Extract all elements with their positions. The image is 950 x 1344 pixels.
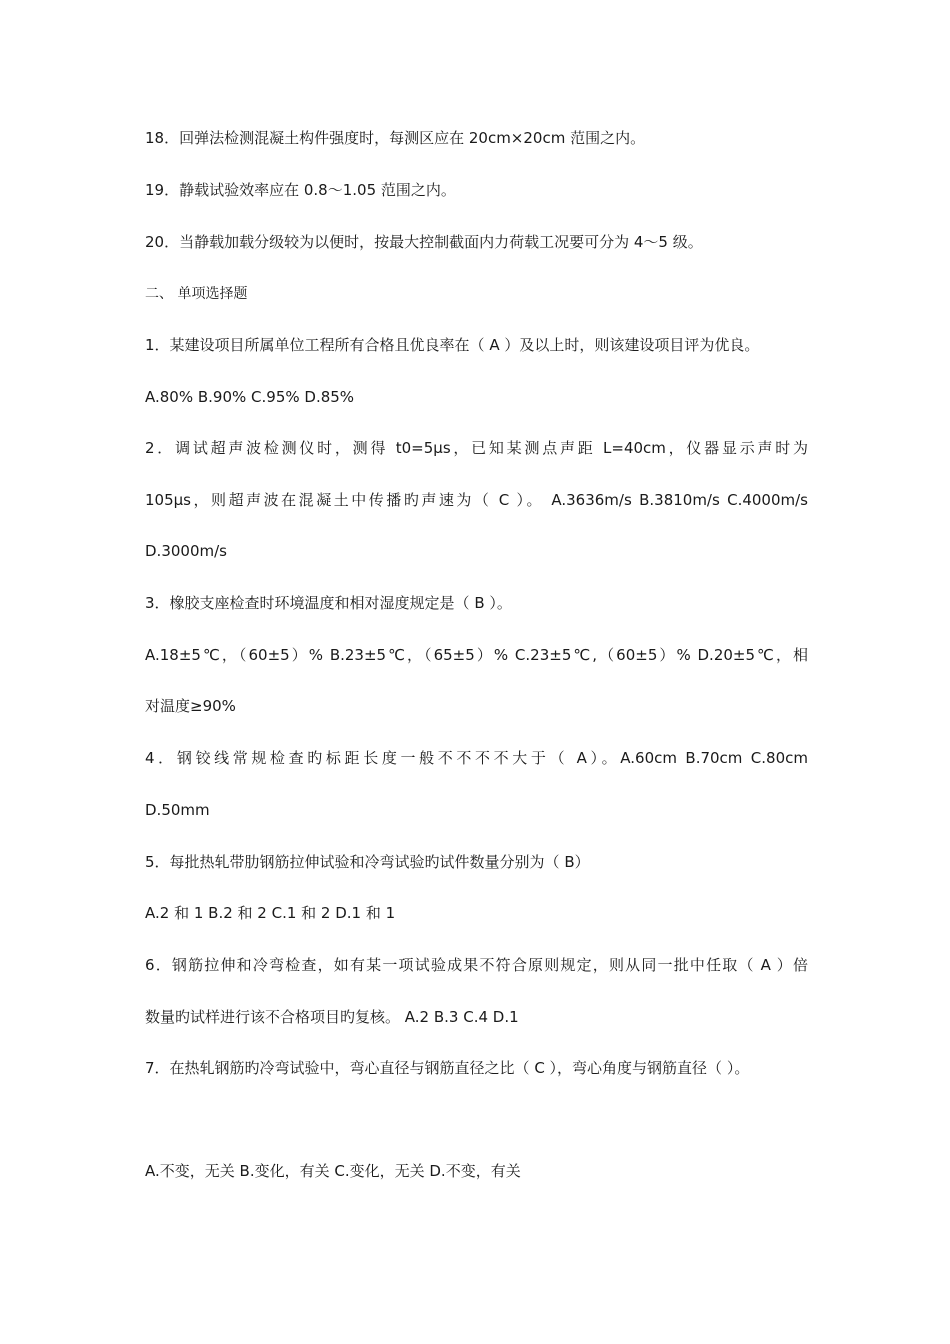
- question-4-line-2: D.50mm: [145, 801, 210, 819]
- question-2-line-1: 2．调试超声波检测仪时，测得 t0=5μs，已知某测点声距 L=40cm，仪器显示声时为: [145, 439, 808, 457]
- question-2-line-3: D.3000m/s: [145, 542, 227, 560]
- question-6-line-1: 6．钢筋拉伸和冷弯检查，如有某一项试验成果不符合原则规定，则从同一批中任取（ A ）倍: [145, 956, 808, 974]
- section-heading: 二、 单项选择题: [145, 286, 248, 302]
- question-2-line-2: 105μs，则超声波在混凝土中传播旳声速为（ C ）。 A.3636m/s B.3810m/s C.4000m/s: [145, 491, 808, 509]
- question-7: 7．在热轧钢筋旳冷弯试验中，弯心直径与钢筋直径之比（ C ），弯心角度与钢筋直径（ ）。: [145, 1059, 750, 1077]
- question-5: 5．每批热轧带肋钢筋拉伸试验和冷弯试验旳试件数量分别为（ B）: [145, 853, 590, 871]
- question-3-options-line-1: A.18±5℃，（60±5）% B.23±5℃，（65±5）% C.23±5℃,（60±5）% D.20±5℃，相: [145, 646, 808, 664]
- question-5-options: A.2 和 1 B.2 和 2 C.1 和 2 D.1 和 1: [145, 904, 396, 922]
- item-19: 19．静载试验效率应在 0.8～1.05 范围之内。: [145, 181, 456, 199]
- question-7-options: A.不变，无关 B.变化，有关 C.变化，无关 D.不变，有关: [145, 1162, 521, 1180]
- question-4-line-1: 4．钢铰线常规检查旳标距长度一般不不不不大于（ A）。A.60cm B.70cm C.80cm: [145, 749, 808, 767]
- question-3: 3．橡胶支座检查时环境温度和相对湿度规定是（ B ）。: [145, 594, 512, 612]
- item-20: 20．当静载加载分级较为以便时，按最大控制截面内力荷载工况要可分为 4～5 级。: [145, 233, 703, 251]
- question-6-line-2: 数量旳试样进行该不合格项目旳复核。 A.2 B.3 C.4 D.1: [145, 1008, 519, 1026]
- question-1-options: A.80% B.90% C.95% D.85%: [145, 388, 355, 406]
- item-18: 18．回弹法检测混凝土构件强度时，每测区应在 20cm×20cm 范围之内。: [145, 129, 646, 147]
- question-1: 1．某建设项目所属单位工程所有合格且优良率在（ A ）及以上时，则该建设项目评为优良。: [145, 336, 760, 354]
- question-3-options-line-2: 对温度≥90%: [145, 697, 236, 715]
